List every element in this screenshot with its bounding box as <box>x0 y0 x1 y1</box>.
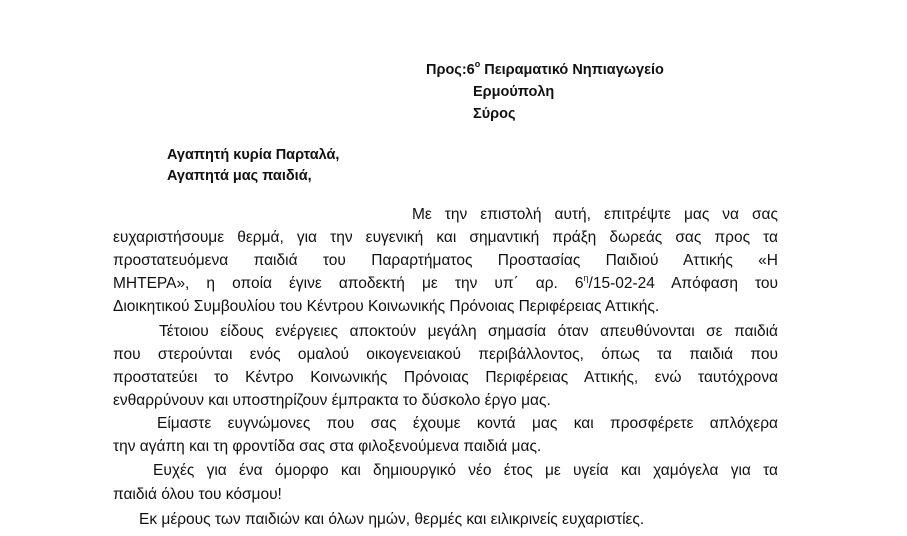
p2-line-1: Τέτοιου είδους ενέργειες αποκτούν μεγάλη σημασία όταν απευθύνονται σε παιδιά <box>159 323 778 340</box>
recipient-school-sup: ο <box>474 59 481 69</box>
p1-line-2: ευχαριστήσουμε θερμά, για την ευγενική και σημαντική πράξη δωρεάς σας προς τα <box>113 229 778 246</box>
p4-line-2: παιδιά όλου του κόσμου! <box>113 486 282 503</box>
p1-line-4-text-b: /15-02-24 Απόφαση του <box>588 275 778 292</box>
recipient-school: Πειραματικό Νηπιαγωγείο <box>480 62 664 78</box>
p2-line-2: που στερούνται ενός ομαλού οικογενειακού περιβάλλοντος, όπως τα παιδιά που <box>113 346 778 363</box>
recipient-city: Ερμούπολη <box>473 84 555 100</box>
p3-line-1: Είμαστε ευγνώμονες που σας έχουμε κοντά μας και προσφέρετε απλόχερα <box>157 415 778 432</box>
greeting-line-2: Αγαπητά μας παιδιά, <box>167 168 312 184</box>
p1-line-4 <box>113 275 778 293</box>
p1-line-1: Με την επιστολή αυτή, επιτρέψτε μας να σας <box>412 206 778 223</box>
p4-line-1: Ευχές για ένα όμορφο και δημιουργικό νέο έτος με υγεία και χαμόγελα για τα <box>153 462 778 479</box>
p2-line-3: προστατεύει το Κέντρο Κοινωνικής Πρόνοιας Περιφέρειας Αττικής, ενώ ταυτόχρονα <box>113 369 778 386</box>
p1-line-4-text-a: ΜΗΤΕΡΑ», η οποία έγινε αποδεκτή με την υπ΄ αρ. 6 <box>113 275 584 292</box>
p1-line-4-sup: η <box>583 273 589 283</box>
recipient-school-number: 6 <box>466 62 475 78</box>
p5-line-1: Εκ μέρους των παιδιών και όλων ημών, θερμές και ειλικρινείς ευχαριστίες. <box>139 511 645 528</box>
recipient-label: Προς: <box>426 62 467 78</box>
p1-line-5: Διοικητικού Συμβουλίου του Κέντρου Κοινωνικής Πρόνοιας Περιφέρειας Αττικής. <box>113 298 660 315</box>
recipient-island: Σύρος <box>473 106 516 122</box>
p3-line-2: την αγάπη και τη φροντίδα σας στα φιλοξενούμενα παιδιά μας. <box>113 438 542 455</box>
p1-line-3: προστατευόμενα παιδιά του Παραρτήματος Προστασίας Παιδιού Αττικής «Η <box>113 252 778 269</box>
p2-line-4: ενθαρρύνουν και υποστηρίζουν έμπρακτα το δύσκολο έργο μας. <box>113 392 551 409</box>
recipient-line <box>426 61 664 79</box>
greeting-line-1: Αγαπητή κυρία Παρταλά, <box>167 147 340 163</box>
